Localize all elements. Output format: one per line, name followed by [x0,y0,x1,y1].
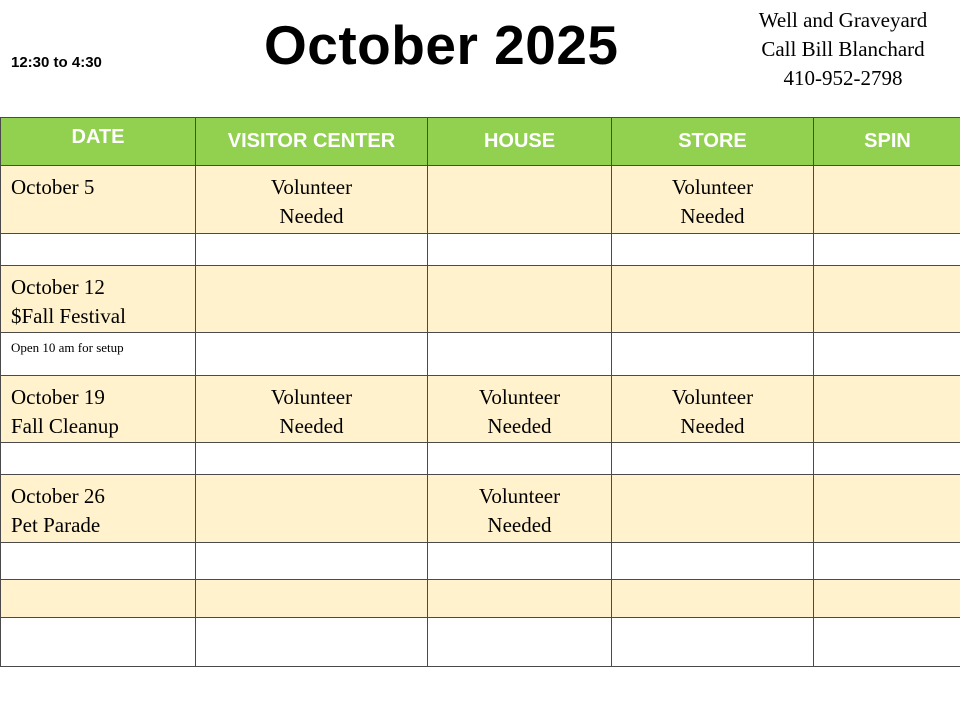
date-text: October 12 [11,275,105,299]
cell-spin[interactable] [814,543,960,580]
cell-store[interactable] [612,580,814,618]
cell-visitor-center[interactable] [196,266,428,333]
date-cell [1,234,196,266]
cell-spin[interactable] [814,166,960,234]
cell-visitor-center[interactable] [196,234,428,266]
table-row [1,543,960,580]
hours-label: 12:30 to 4:30 [11,54,102,71]
date-label [1,376,195,441]
cell-house[interactable] [428,266,612,333]
cell-store[interactable] [612,443,814,475]
setup-note: Open 10 am for setup [11,340,124,355]
cell-visitor-center[interactable] [196,543,428,580]
needed-word: Needed [680,414,745,438]
date-label [1,266,195,331]
cell-house[interactable] [428,234,612,266]
volunteer-needed-label [612,376,813,441]
date-cell [1,266,196,333]
cell-house[interactable] [428,475,612,543]
page-title: October 2025 [264,14,619,76]
cell-house[interactable] [428,166,612,234]
cell-spin[interactable] [814,234,960,266]
table-row [1,266,960,333]
cell-house[interactable] [428,580,612,618]
date-cell [1,443,196,475]
table-row [1,166,960,234]
cell-store[interactable] [612,543,814,580]
table-row [1,234,960,266]
date-cell [1,580,196,618]
date-cell [1,475,196,543]
table-row [1,376,960,443]
cell-spin[interactable] [814,580,960,618]
cell-house[interactable] [428,443,612,475]
volunteer-needed-label [428,376,611,441]
volunteer-word: Volunteer [478,484,561,508]
date-cell [1,166,196,234]
cell-store[interactable] [612,475,814,543]
table-row [1,443,960,475]
cell-house[interactable] [428,376,612,443]
needed-word: Needed [680,204,745,228]
cell-spin[interactable] [814,376,960,443]
column-header-store: STORE [612,118,814,166]
cell-visitor-center[interactable] [196,580,428,618]
date-label [1,475,195,540]
cell-store[interactable] [612,166,814,234]
volunteer-word: Volunteer [270,175,353,199]
needed-word: Needed [279,204,344,228]
contact-phone: 410-952-2798 [783,66,903,90]
cell-visitor-center[interactable] [196,618,428,667]
contact-line: Well and Graveyard [758,8,928,32]
date-label [1,166,195,202]
date-cell [1,618,196,667]
cell-store[interactable] [612,376,814,443]
volunteer-needed-label [196,166,427,231]
contact-block [718,6,960,93]
column-header-visitor-center: VISITOR CENTER [196,118,428,166]
cell-spin[interactable] [814,443,960,475]
event-name: $Fall Festival [11,304,126,328]
needed-word: Needed [487,513,552,537]
cell-spin[interactable] [814,618,960,667]
cell-visitor-center[interactable] [196,475,428,543]
cell-visitor-center[interactable] [196,166,428,234]
cell-visitor-center[interactable] [196,333,428,376]
cell-store[interactable] [612,266,814,333]
cell-visitor-center[interactable] [196,376,428,443]
cell-house[interactable] [428,618,612,667]
table-row [1,580,960,618]
cell-visitor-center[interactable] [196,443,428,475]
needed-word: Needed [487,414,552,438]
volunteer-needed-label [196,376,427,441]
event-name: Fall Cleanup [11,414,119,438]
column-header-house: HOUSE [428,118,612,166]
event-name: Pet Parade [11,513,101,537]
schedule-table [0,117,960,667]
cell-store[interactable] [612,618,814,667]
table-row [1,333,960,376]
cell-spin[interactable] [814,475,960,543]
volunteer-needed-label [612,166,813,231]
volunteer-word: Volunteer [671,385,754,409]
needed-word: Needed [279,414,344,438]
column-header-date: DATE [1,118,196,166]
date-cell [1,333,196,376]
cell-store[interactable] [612,333,814,376]
cell-store[interactable] [612,234,814,266]
volunteer-word: Volunteer [671,175,754,199]
cell-spin[interactable] [814,266,960,333]
date-text: October 5 [11,175,95,199]
date-cell [1,543,196,580]
volunteer-needed-label [428,475,611,540]
date-text: October 26 [11,484,105,508]
column-header-spin: SPIN [814,118,960,166]
table-row [1,618,960,667]
contact-line: Call Bill Blanchard [761,37,925,61]
cell-house[interactable] [428,543,612,580]
volunteer-word: Volunteer [270,385,353,409]
cell-spin[interactable] [814,333,960,376]
table-row [1,475,960,543]
table-header-row [1,118,960,166]
date-text: October 19 [11,385,105,409]
cell-house[interactable] [428,333,612,376]
volunteer-word: Volunteer [478,385,561,409]
date-cell [1,376,196,443]
